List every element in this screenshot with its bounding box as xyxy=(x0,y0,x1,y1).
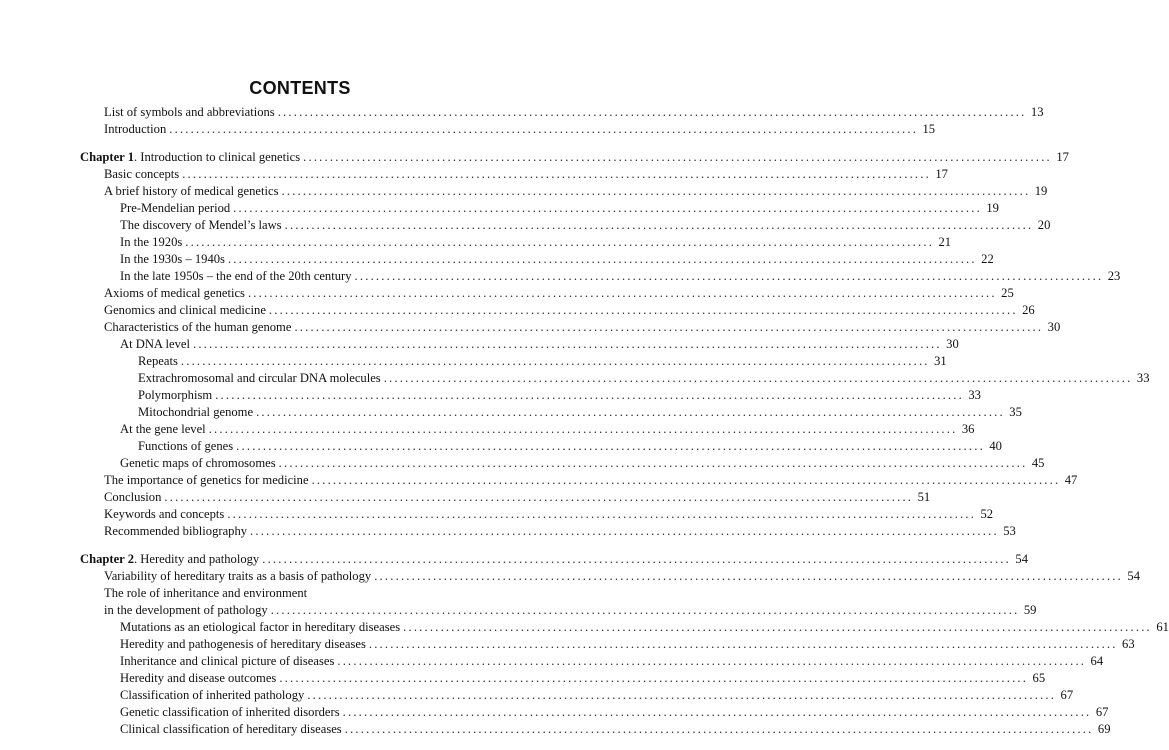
chapter-number: Chapter 1 xyxy=(80,150,134,164)
page-number: 30 xyxy=(946,337,959,351)
toc-entry[interactable] xyxy=(104,568,1140,585)
dot-leader: ............................................................................................................................................ xyxy=(342,705,1092,719)
toc-entry-title: Polymorphism xyxy=(138,388,213,402)
toc-entry-title: Chapter 2. Heredity and pathology xyxy=(80,552,260,566)
toc-entry-title: List of symbols and abbreviations xyxy=(104,105,275,119)
dot-leader: ............................................................................................................................................ xyxy=(281,184,1031,198)
toc-entry[interactable] xyxy=(120,200,999,217)
page-number: 64 xyxy=(1090,654,1104,668)
toc-entry-title: Genetic classification of inherited disorders xyxy=(120,705,340,719)
toc-entry[interactable] xyxy=(120,704,1109,721)
toc-entry-title: Chapter 1. Introduction to clinical genetics xyxy=(80,150,301,164)
toc-entry-title: Pre-Mendelian period xyxy=(120,201,231,215)
dot-leader: ............................................................................................................................................ xyxy=(227,252,977,266)
page-number: 19 xyxy=(1034,184,1048,198)
toc-entry-title: Recommended bibliography xyxy=(104,524,248,538)
page-number: 23 xyxy=(1107,269,1121,283)
page-number: 26 xyxy=(1022,303,1035,317)
toc-entry-title: Heredity and pathogenesis of hereditary diseases xyxy=(120,637,366,651)
toc-entry[interactable] xyxy=(120,653,1104,670)
page-number: 33 xyxy=(968,388,981,402)
toc-entry[interactable] xyxy=(104,104,1044,121)
toc-entry-title: Extrachromosomal and circular DNA molecules xyxy=(138,371,381,385)
dot-leader: ............................................................................................................................................ xyxy=(180,354,930,368)
toc-entry-title: Genetic maps of chromosomes xyxy=(120,456,276,470)
page-title: CONTENTS xyxy=(249,78,351,98)
page-number: 31 xyxy=(934,354,947,368)
page-number: 67 xyxy=(1095,705,1109,719)
chapter-number: Chapter 2 xyxy=(80,552,134,566)
toc-entry[interactable] xyxy=(120,619,1169,636)
dot-leader: ............................................................................................................................................ xyxy=(164,490,914,504)
page-number: 69 xyxy=(1097,722,1111,736)
page-number: 54 xyxy=(1127,569,1140,583)
toc-entry-title: Keywords and concepts xyxy=(104,507,225,521)
dot-leader: ............................................................................................................................................ xyxy=(368,637,1118,651)
page-number: 30 xyxy=(1047,320,1061,334)
page-number: 45 xyxy=(1031,456,1045,470)
toc-entry[interactable] xyxy=(80,551,1028,568)
toc-entry[interactable] xyxy=(104,319,1061,336)
dot-leader: ............................................................................................................................................ xyxy=(277,105,1027,119)
page-number: 17 xyxy=(935,167,948,181)
dot-leader: ............................................................................................................................................ xyxy=(344,722,1094,736)
toc-entry[interactable] xyxy=(120,217,1051,234)
dot-leader: ............................................................................................................................................ xyxy=(208,422,958,436)
dot-leader: ............................................................................................................................................ xyxy=(383,371,1133,385)
toc-entry-title: At DNA level xyxy=(120,337,190,351)
page-number: 20 xyxy=(1037,218,1051,232)
dot-leader: ............................................................................................................................................ xyxy=(185,235,935,249)
toc-entry-title: The discovery of Mendel’s laws xyxy=(120,218,282,232)
toc-entry[interactable] xyxy=(120,336,959,353)
page-number: 54 xyxy=(1015,552,1028,566)
dot-leader: ............................................................................................................................................ xyxy=(270,603,1020,617)
toc-entry[interactable] xyxy=(120,670,1046,687)
toc-entry-title: Inheritance and clinical picture of diseases xyxy=(120,654,335,668)
toc-entry-title: Introduction xyxy=(104,122,167,136)
dot-leader: ............................................................................................................................................ xyxy=(303,150,1052,164)
toc-entry-title: Genomics and clinical medicine xyxy=(104,303,266,317)
toc-entry[interactable] xyxy=(104,166,948,183)
toc-entry[interactable] xyxy=(120,455,1045,472)
page-number: 25 xyxy=(1001,286,1014,300)
toc-entry-title: Clinical classification of hereditary diseases xyxy=(120,722,342,736)
toc-entry[interactable] xyxy=(138,404,1022,421)
toc-entry[interactable] xyxy=(104,523,1016,540)
dot-leader: ............................................................................................................................................ xyxy=(284,218,1034,232)
dot-leader: ............................................................................................................................................ xyxy=(247,286,997,300)
dot-leader: ............................................................................................................................................ xyxy=(403,620,1152,634)
toc-entry-title: Variability of hereditary traits as a basis of pathology xyxy=(104,569,372,583)
toc-entry[interactable] xyxy=(138,438,1002,455)
page-number: 15 xyxy=(922,122,936,136)
toc-entry-title: Functions of genes xyxy=(138,439,234,453)
toc-entry[interactable] xyxy=(104,121,936,138)
page-number: 40 xyxy=(989,439,1002,453)
toc-entry[interactable] xyxy=(120,636,1135,653)
page-number: 13 xyxy=(1030,105,1044,119)
toc-entry[interactable] xyxy=(138,370,1150,387)
page-number: 36 xyxy=(961,422,975,436)
toc-entry-title: In the 1930s – 1940s xyxy=(120,252,225,266)
toc-entry[interactable] xyxy=(104,285,1014,302)
page-number: 53 xyxy=(1003,524,1016,538)
page-number: 21 xyxy=(938,235,952,249)
toc-entry-title: A brief history of medical genetics xyxy=(104,184,279,198)
dot-leader: ............................................................................................................................................ xyxy=(268,303,1018,317)
dot-leader: ............................................................................................................................................ xyxy=(250,524,999,538)
toc-entry-title: In the late 1950s – the end of the 20th century xyxy=(120,269,352,283)
page-number: 61 xyxy=(1156,620,1169,634)
toc-entry-title: Repeats xyxy=(138,354,178,368)
toc-entry[interactable] xyxy=(104,183,1048,200)
page-number: 51 xyxy=(917,490,931,504)
dot-leader: ............................................................................................................................................ xyxy=(256,405,1005,419)
toc-entry[interactable] xyxy=(120,268,1121,285)
toc-entry[interactable] xyxy=(120,687,1074,704)
toc-entry[interactable] xyxy=(104,302,1035,319)
dot-leader: ............................................................................................................................................ xyxy=(311,473,1061,487)
toc-entry[interactable] xyxy=(120,251,994,268)
toc-entry-title: Classification of inherited pathology xyxy=(120,688,305,702)
toc-entry[interactable] xyxy=(104,602,1037,619)
dot-leader: ............................................................................................................................................ xyxy=(182,167,931,181)
dot-leader: ............................................................................................................................................ xyxy=(374,569,1123,583)
toc-entry[interactable] xyxy=(138,387,981,404)
page-number: 33 xyxy=(1136,371,1150,385)
dot-leader: ............................................................................................................................................ xyxy=(337,654,1087,668)
toc-entry[interactable] xyxy=(104,506,994,523)
toc-entry-title: in the development of pathology xyxy=(104,603,268,617)
dot-leader: ............................................................................................................................................ xyxy=(279,671,1029,685)
dot-leader: ............................................................................................................................................ xyxy=(262,552,1011,566)
dot-leader: ............................................................................................................................................ xyxy=(227,507,977,521)
toc-entry[interactable] xyxy=(120,234,952,251)
toc-entry[interactable] xyxy=(120,721,1111,738)
page-number: 22 xyxy=(981,252,994,266)
page-number: 52 xyxy=(980,507,994,521)
page-number: 47 xyxy=(1064,473,1078,487)
toc-entry[interactable] xyxy=(104,489,931,506)
dot-leader: ............................................................................................................................................ xyxy=(215,388,964,402)
dot-leader: ............................................................................................................................................ xyxy=(233,201,982,215)
toc-entry-title: Characteristics of the human genome xyxy=(104,320,292,334)
dot-leader: ............................................................................................................................................ xyxy=(192,337,942,351)
page-number: 63 xyxy=(1122,637,1135,651)
dot-leader: ............................................................................................................................................ xyxy=(236,439,985,453)
dot-leader: ............................................................................................................................................ xyxy=(354,269,1104,283)
toc-entry[interactable] xyxy=(104,472,1078,489)
dot-leader: ............................................................................................................................................ xyxy=(294,320,1044,334)
page-number: 19 xyxy=(986,201,999,215)
toc-entry-title: Axioms of medical genetics xyxy=(104,286,245,300)
dot-leader: ............................................................................................................................................ xyxy=(278,456,1028,470)
toc-entry-title: Mitochondrial genome xyxy=(138,405,254,419)
toc-entry-title: The role of inheritance and environment xyxy=(104,586,308,600)
dot-leader: ............................................................................................................................................ xyxy=(307,688,1057,702)
dot-leader: ............................................................................................................................................ xyxy=(169,122,919,136)
toc-entry[interactable] xyxy=(80,149,1069,166)
page-number: 59 xyxy=(1023,603,1037,617)
page-number: 35 xyxy=(1009,405,1022,419)
toc-entry-title: Heredity and disease outcomes xyxy=(120,671,277,685)
toc-entry-title: Conclusion xyxy=(104,490,162,504)
toc-entry-title: In the 1920s xyxy=(120,235,183,249)
page-number: 67 xyxy=(1060,688,1074,702)
toc-entry[interactable] xyxy=(138,353,947,370)
toc-entry-title: Mutations as an etiological factor in hereditary diseases xyxy=(120,620,401,634)
page-number: 17 xyxy=(1056,150,1069,164)
toc-entry[interactable] xyxy=(120,421,975,438)
toc-entry[interactable] xyxy=(104,585,307,602)
page-number: 65 xyxy=(1032,671,1046,685)
toc-entry-title: At the gene level xyxy=(120,422,206,436)
toc-entry-title: The importance of genetics for medicine xyxy=(104,473,309,487)
toc-entry-title: Basic concepts xyxy=(104,167,180,181)
